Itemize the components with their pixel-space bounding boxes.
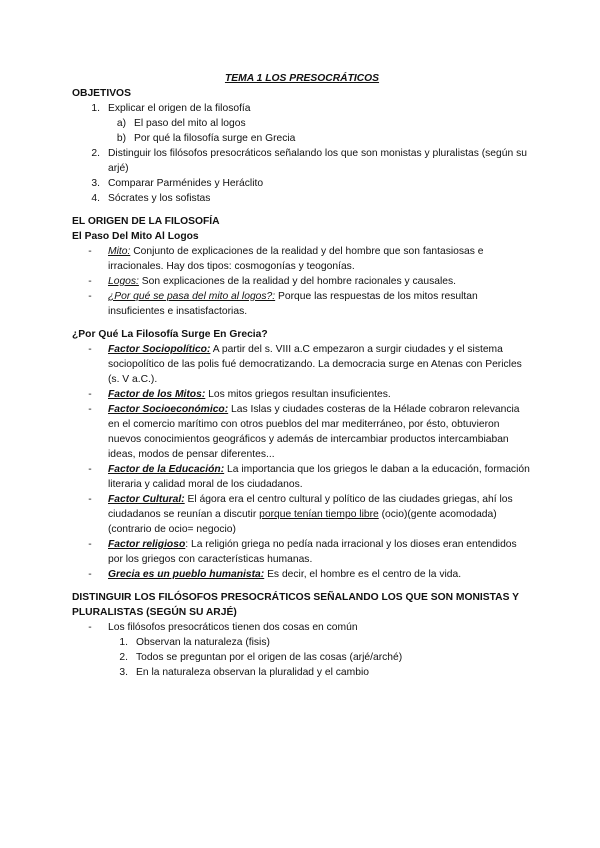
factor-label: Grecia es un pueblo humanista:: [108, 569, 265, 580]
item-text: En la naturaleza observan la pluralidad y el cambio: [136, 667, 369, 678]
item-text: Distinguir los filósofos presocráticos señalando los que son monistas y pluralistas (según su arjé): [108, 148, 527, 174]
factor-text-underlined: porque tenían tiempo libre: [259, 509, 379, 520]
dash-bullet: -: [88, 276, 92, 287]
dash-bullet: -: [88, 389, 92, 400]
dash-bullet: -: [88, 291, 92, 302]
factor-text: La importancia que los griegos le daban a la educación, formación literaria y calidad moral de los ciudadanos.: [108, 464, 530, 490]
item-number: 2.: [119, 652, 128, 663]
list-item: [72, 342, 532, 387]
dash-bullet: -: [88, 246, 92, 257]
item-number: 3.: [91, 178, 100, 189]
item-text: Todos se preguntan por el origen de las cosas (arjé/arché): [136, 652, 403, 663]
list-subitem: [72, 116, 532, 131]
factor-label: Factor de los Mitos:: [108, 389, 206, 400]
factor-text: El ágora era el centro cultural y político de las ciudades griegas, ahí los ciudadanos se reunían a discutir: [108, 494, 513, 520]
item-text: Sócrates y los sofistas: [108, 193, 211, 204]
factor-label: Factor Socioeconómico:: [108, 404, 229, 415]
item-number: 2.: [91, 148, 100, 159]
list-item: [72, 244, 532, 274]
list-item: [72, 492, 532, 537]
dash-bullet: -: [88, 622, 92, 633]
list-item: [72, 191, 532, 206]
origen-subheading: El Paso Del Mito Al Logos: [72, 231, 199, 242]
list-item: [72, 462, 532, 492]
list-item: [72, 146, 532, 176]
term-label: ¿Por qué se pasa del mito al logos?:: [108, 291, 276, 302]
factor-text: (ocio)(gente acomodada)(contrario de ocio= negocio): [108, 509, 497, 535]
list-item: [72, 620, 532, 635]
list-subitem: [72, 635, 532, 650]
origen-heading: EL ORIGEN DE LA FILOSOFÍA: [72, 216, 220, 227]
factor-text: : La religión griega no pedía nada irracional y los dioses eran entendidos por los griegos con características humanas.: [108, 539, 517, 565]
list-subitem: [72, 131, 532, 146]
origen-list: [72, 244, 532, 319]
term-text: Conjunto de explicaciones de la realidad y del hombre que son fantasiosas e irracionales. Hay dos tipos: cosmogonías y teogonías.: [108, 246, 484, 272]
list-item: [72, 289, 532, 319]
list-item: [72, 567, 532, 582]
distinguir-heading: DISTINGUIR LOS FILÓSOFOS PRESOCRÁTICOS SEÑALANDO LOS QUE SON MONISTAS Y PLURALISTAS (SEGÚN SU ARJÉ): [72, 592, 519, 618]
factor-label: Factor de la Educación:: [108, 464, 225, 475]
factor-text: Los mitos griegos resultan insuficientes.: [205, 389, 391, 400]
objetivos-heading: OBJETIVOS: [72, 88, 131, 99]
term-label: Logos:: [108, 276, 139, 287]
list-subitem: [72, 665, 532, 680]
dash-bullet: -: [88, 344, 92, 355]
term-label: Mito:: [108, 246, 131, 257]
item-text: Explicar el origen de la filosofía: [108, 103, 251, 114]
item-number: 4.: [91, 193, 100, 204]
page-title: TEMA 1 LOS PRESOCRÁTICOS: [224, 73, 380, 84]
list-subitem: [72, 650, 532, 665]
factor-text: Las Islas y ciudades costeras de la Hélade cobraron relevancia en el comercio marítimo con otros pueblos del mar mediterráneo, por ésto, obtuvieron nuevos conocimientos geográficos y además de intercambiar productos intercambiaban ideas, modos de pensar diferentes...: [108, 404, 520, 460]
dash-bullet: -: [88, 404, 92, 415]
item-text: Por qué la filosofía surge en Grecia: [134, 133, 296, 144]
dash-bullet: -: [88, 569, 92, 580]
factor-label: Factor religioso: [108, 539, 186, 550]
grecia-list: [72, 342, 532, 582]
distinguir-list: [72, 620, 532, 680]
item-text: Comparar Parménides y Heráclito: [108, 178, 264, 189]
document-page: [72, 71, 532, 680]
objetivos-list: [72, 101, 532, 206]
list-item: [72, 402, 532, 462]
factor-label: Factor Cultural:: [108, 494, 185, 505]
factor-label: Factor Sociopolítico:: [108, 344, 211, 355]
item-number: 1.: [91, 103, 100, 114]
list-item: [72, 176, 532, 191]
item-number: b): [116, 133, 126, 144]
item-number: 1.: [119, 637, 128, 648]
list-item: [72, 101, 532, 116]
item-text: El paso del mito al logos: [134, 118, 246, 129]
term-text: Porque las respuestas de los mitos resultan insuficientes e insatisfactorias.: [108, 291, 478, 317]
list-item: [72, 537, 532, 567]
item-text: Los filósofos presocráticos tienen dos cosas en común: [108, 622, 358, 633]
item-number: a): [116, 118, 126, 129]
dash-bullet: -: [88, 539, 92, 550]
list-item: [72, 274, 532, 289]
list-item: [72, 387, 532, 402]
term-text: Son explicaciones de la realidad y del hombre racionales y causales.: [138, 276, 457, 287]
factor-text: A partir del s. VIII a.C empezaron a surgir ciudades y el sistema sociopolítico de las polis fué democratizando. La democracia surge en Atenas con Pericles (s. V a.C.).: [108, 344, 522, 385]
item-text: Observan la naturaleza (fisis): [136, 637, 270, 648]
grecia-heading: ¿Por Qué La Filosofía Surge En Grecia?: [72, 329, 268, 340]
dash-bullet: -: [88, 494, 92, 505]
dash-bullet: -: [88, 464, 92, 475]
factor-text: Es decir, el hombre es el centro de la vida.: [264, 569, 462, 580]
item-number: 3.: [119, 667, 128, 678]
